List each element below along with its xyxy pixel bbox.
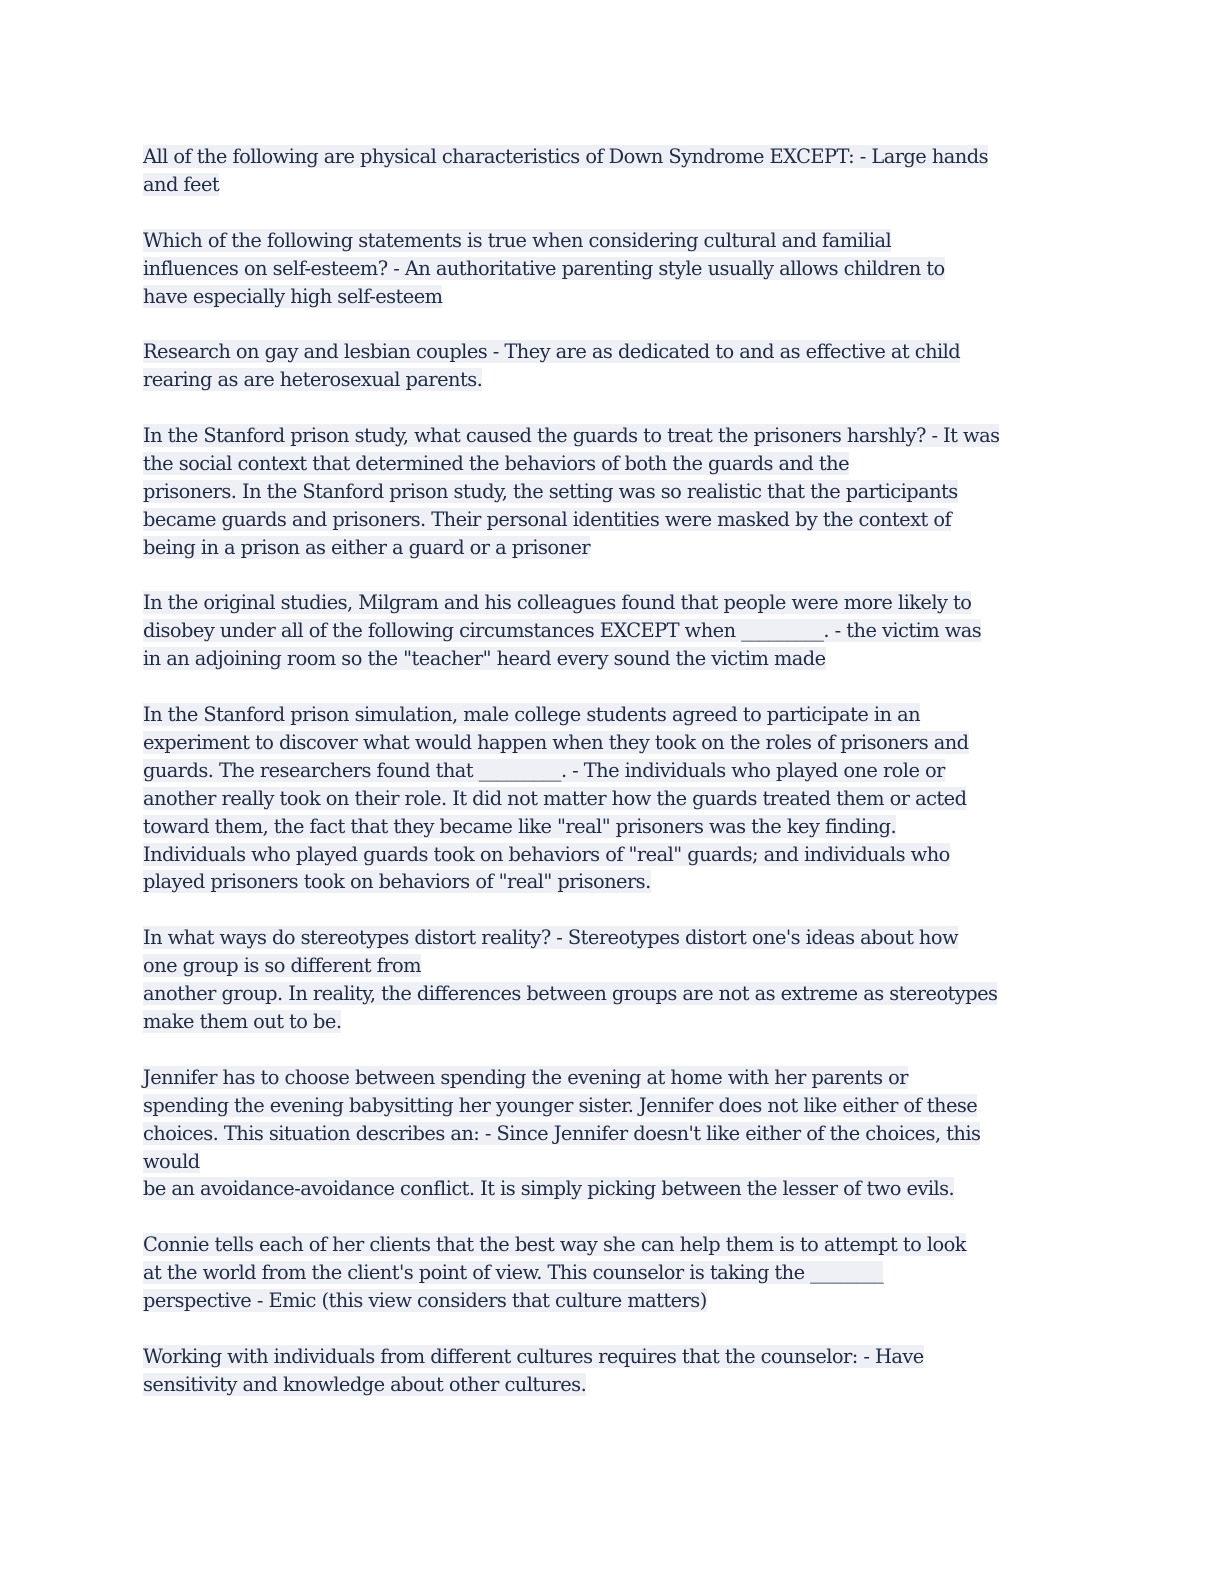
document-page bbox=[143, 143, 1083, 1427]
qa-entry-3 bbox=[143, 338, 1083, 394]
entry-line: In the original studies, Milgram and his colleagues found that people were more likely to bbox=[143, 591, 972, 615]
entry-line: perspective - Emic (this view considers that culture matters) bbox=[143, 1289, 707, 1313]
entry-line: played prisoners took on behaviors of "real" prisoners. bbox=[143, 870, 651, 894]
entry-line: another really took on their role. It did not matter how the guards treated them or acted bbox=[143, 786, 967, 810]
qa-entry-9 bbox=[143, 1231, 1083, 1315]
qa-entry-4 bbox=[143, 422, 1083, 562]
entry-line: be an avoidance-avoidance conflict. It is simply picking between the lesser of two evils. bbox=[143, 1177, 955, 1201]
entry-line: at the world from the client's point of view. This counselor is taking the ________ bbox=[143, 1261, 884, 1285]
entry-line: Research on gay and lesbian couples - They are as dedicated to and as effective at child bbox=[143, 340, 961, 364]
entry-line: Connie tells each of her clients that the best way she can help them is to attempt to look bbox=[143, 1233, 966, 1257]
entry-line: being in a prison as either a guard or a prisoner bbox=[143, 535, 591, 559]
entry-line: Jennifer has to choose between spending the evening at home with her parents or bbox=[143, 1065, 909, 1089]
entry-line: became guards and prisoners. Their personal identities were masked by the context of bbox=[143, 507, 952, 531]
entry-line: rearing as are heterosexual parents. bbox=[143, 368, 483, 392]
entry-line: toward them, the fact that they became like "real" prisoners was the key finding. bbox=[143, 814, 897, 838]
entry-line: have especially high self-esteem bbox=[143, 284, 443, 308]
entry-line: and feet bbox=[143, 172, 220, 196]
qa-entry-5 bbox=[143, 589, 1083, 673]
entry-line: Individuals who played guards took on behaviors of "real" guards; and individuals who bbox=[143, 842, 950, 866]
entry-line: one group is so different from bbox=[143, 954, 421, 978]
entry-line: another group. In reality, the differences between groups are not as extreme as stereotypes bbox=[143, 982, 998, 1006]
entry-line: In what ways do stereotypes distort reality? - Stereotypes distort one's ideas about how bbox=[143, 926, 959, 950]
entry-line: experiment to discover what would happen when they took on the roles of prisoners and bbox=[143, 730, 969, 754]
entry-line: make them out to be. bbox=[143, 1010, 342, 1033]
entry-line: the social context that determined the behaviors of both the guards and the bbox=[143, 451, 849, 475]
entry-line: would bbox=[143, 1149, 200, 1173]
qa-entry-8 bbox=[143, 1064, 1083, 1204]
entry-line: All of the following are physical characteristics of Down Syndrome EXCEPT: - Large hands bbox=[143, 145, 988, 168]
entry-line: spending the evening babysitting her younger sister. Jennifer does not like either of these bbox=[143, 1093, 978, 1117]
entry-line: disobey under all of the following circumstances EXCEPT when _________. - the victim was bbox=[143, 619, 982, 643]
entry-line: choices. This situation describes an: - Since Jennifer doesn't like either of the choices, this bbox=[143, 1121, 981, 1145]
entry-line: Working with individuals from different cultures requires that the counselor: - Have bbox=[143, 1344, 924, 1368]
entry-line: in an adjoining room so the "teacher" heard every sound the victim made bbox=[143, 647, 826, 671]
qa-entry-1 bbox=[143, 143, 1083, 199]
qa-entry-6 bbox=[143, 701, 1083, 896]
entry-line: influences on self-esteem? - An authoritative parenting style usually allows children to bbox=[143, 256, 945, 280]
entry-line: Which of the following statements is true when considering cultural and familial bbox=[143, 228, 892, 252]
qa-entry-7 bbox=[143, 924, 1083, 1036]
entry-line: prisoners. In the Stanford prison study, the setting was so realistic that the participants bbox=[143, 479, 958, 503]
qa-entry-10 bbox=[143, 1343, 1083, 1399]
entry-line: In the Stanford prison simulation, male college students agreed to participate in an bbox=[143, 703, 921, 727]
qa-entry-2 bbox=[143, 227, 1083, 311]
entry-line: guards. The researchers found that _________. - The individuals who played one role or bbox=[143, 758, 945, 782]
entry-line: sensitivity and knowledge about other cultures. bbox=[143, 1372, 587, 1396]
entry-line: In the Stanford prison study, what caused the guards to treat the prisoners harshly? - It was bbox=[143, 424, 1000, 448]
